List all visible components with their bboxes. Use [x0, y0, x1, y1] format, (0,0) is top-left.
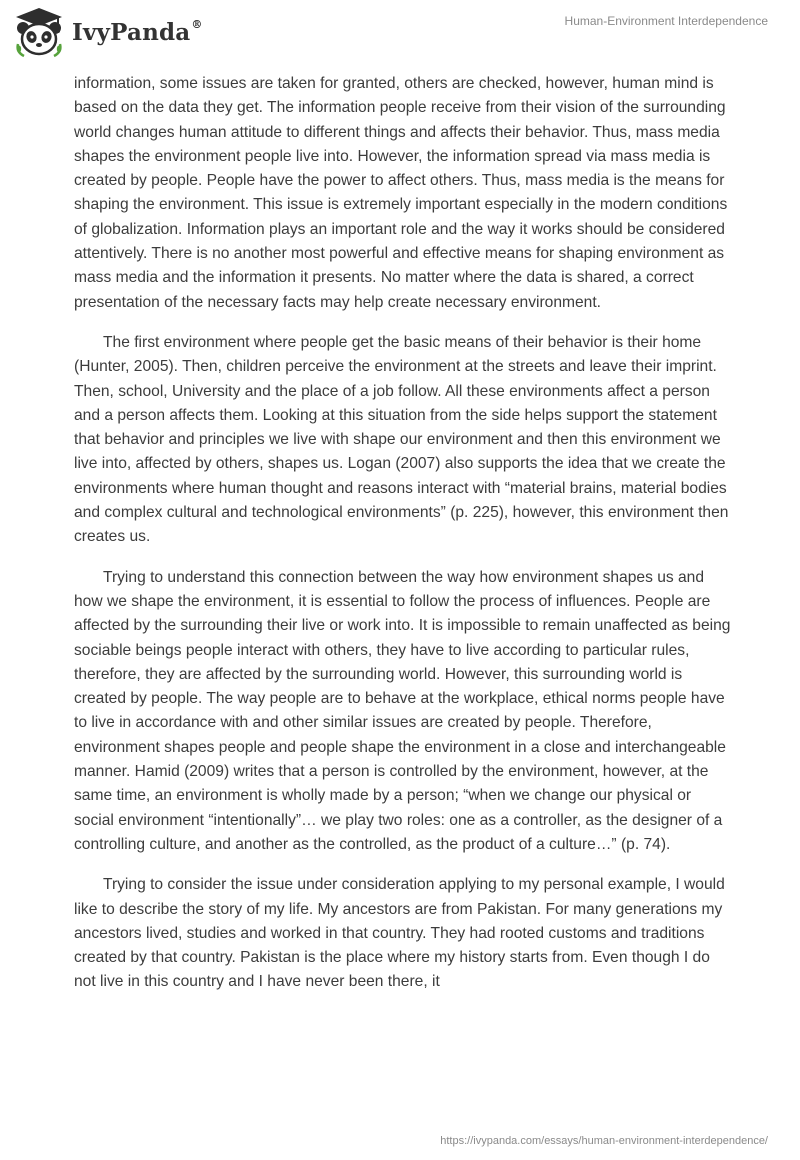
paragraph: Trying to consider the issue under consideration applying to my personal example, I would like to describe the story of my life. My ancestors are from Pakistan. For many generations my ancestors lived, studies and worked in that country. They had rooted customs and traditions created by that country. Pakistan is the place where my history starts from. Even though I do not live in this country and I have never been there, it: [74, 876, 725, 991]
essay-body: [74, 72, 734, 1011]
panda-graduate-icon: [14, 6, 64, 58]
source-url[interactable]: https://ivypanda.com/essays/human-environment-interdependence/: [440, 1135, 768, 1147]
paragraph: The first environment where people get the basic means of their behavior is their home (Hunter, 2005). Then, children perceive the environment at the streets and leave their imprint. Then, school, University and the place of a job follow. All these environments affect a person and a person affects them. Looking at this situation from the side helps support the statement that behavior and principles we live with shape our environment and then this environment we live into, affected by others, shapes us. Logan (2007) also supports the idea that we create the environments where human thought and reasons interact with “material brains, material bodies and complex cultural and technological environments” (p. 225), however, this environment then creates us.: [74, 333, 729, 546]
page-header: [0, 0, 800, 64]
trademark-symbol: ®: [191, 18, 203, 31]
brand-logo[interactable]: [14, 6, 203, 58]
paragraph: Trying to understand this connection between the way how environment shapes us and how we shape the environment, it is essential to follow the process of influences. People are affected by the surrounding their live or work into. It is impossible to remain unaffected as being sociable beings people interact with others, they have to live according to particular rules, therefore, they are affected by the surrounding world. However, this surrounding world is created by people. The way people are to behave at the workplace, ethical norms people have to live in accordance with and other similar issues are created by people. Therefore, environment shapes people and people shape the environment in a close and interchangeable manner. Hamid (2009) writes that a person is controlled by the environment, however, at the same time, an environment is wholly made by a person; “when we change our physical or social environment “intentionally”… we play two roles: one as a controller, as the designer of a controlling culture, and another as the controlled, as the product of a culture…” (p. 74).: [74, 568, 731, 853]
running-title: Human-Environment Interdependence: [564, 14, 768, 28]
paragraph: information, some issues are taken for granted, others are checked, however, human mind is based on the data they get. The information people receive from their vision of the surrounding world changes human attitude to different things and affects their behavior. Thus, mass media shapes the environment people live into. However, the information spread via mass media is created by people. People have the power to affect others. Thus, mass media is the means for shaping the environment. This issue is extremely important especially in the modern conditions of globalization. Information plays an important role and the way it works should be considered attentively. There is no another most powerful and effective means for shaping environment as mass media and the information it presents. No matter where the data is shared, a correct presentation of the necessary facts may help create necessary environment.: [74, 75, 728, 311]
brand-name: IvyPanda®: [72, 18, 203, 46]
